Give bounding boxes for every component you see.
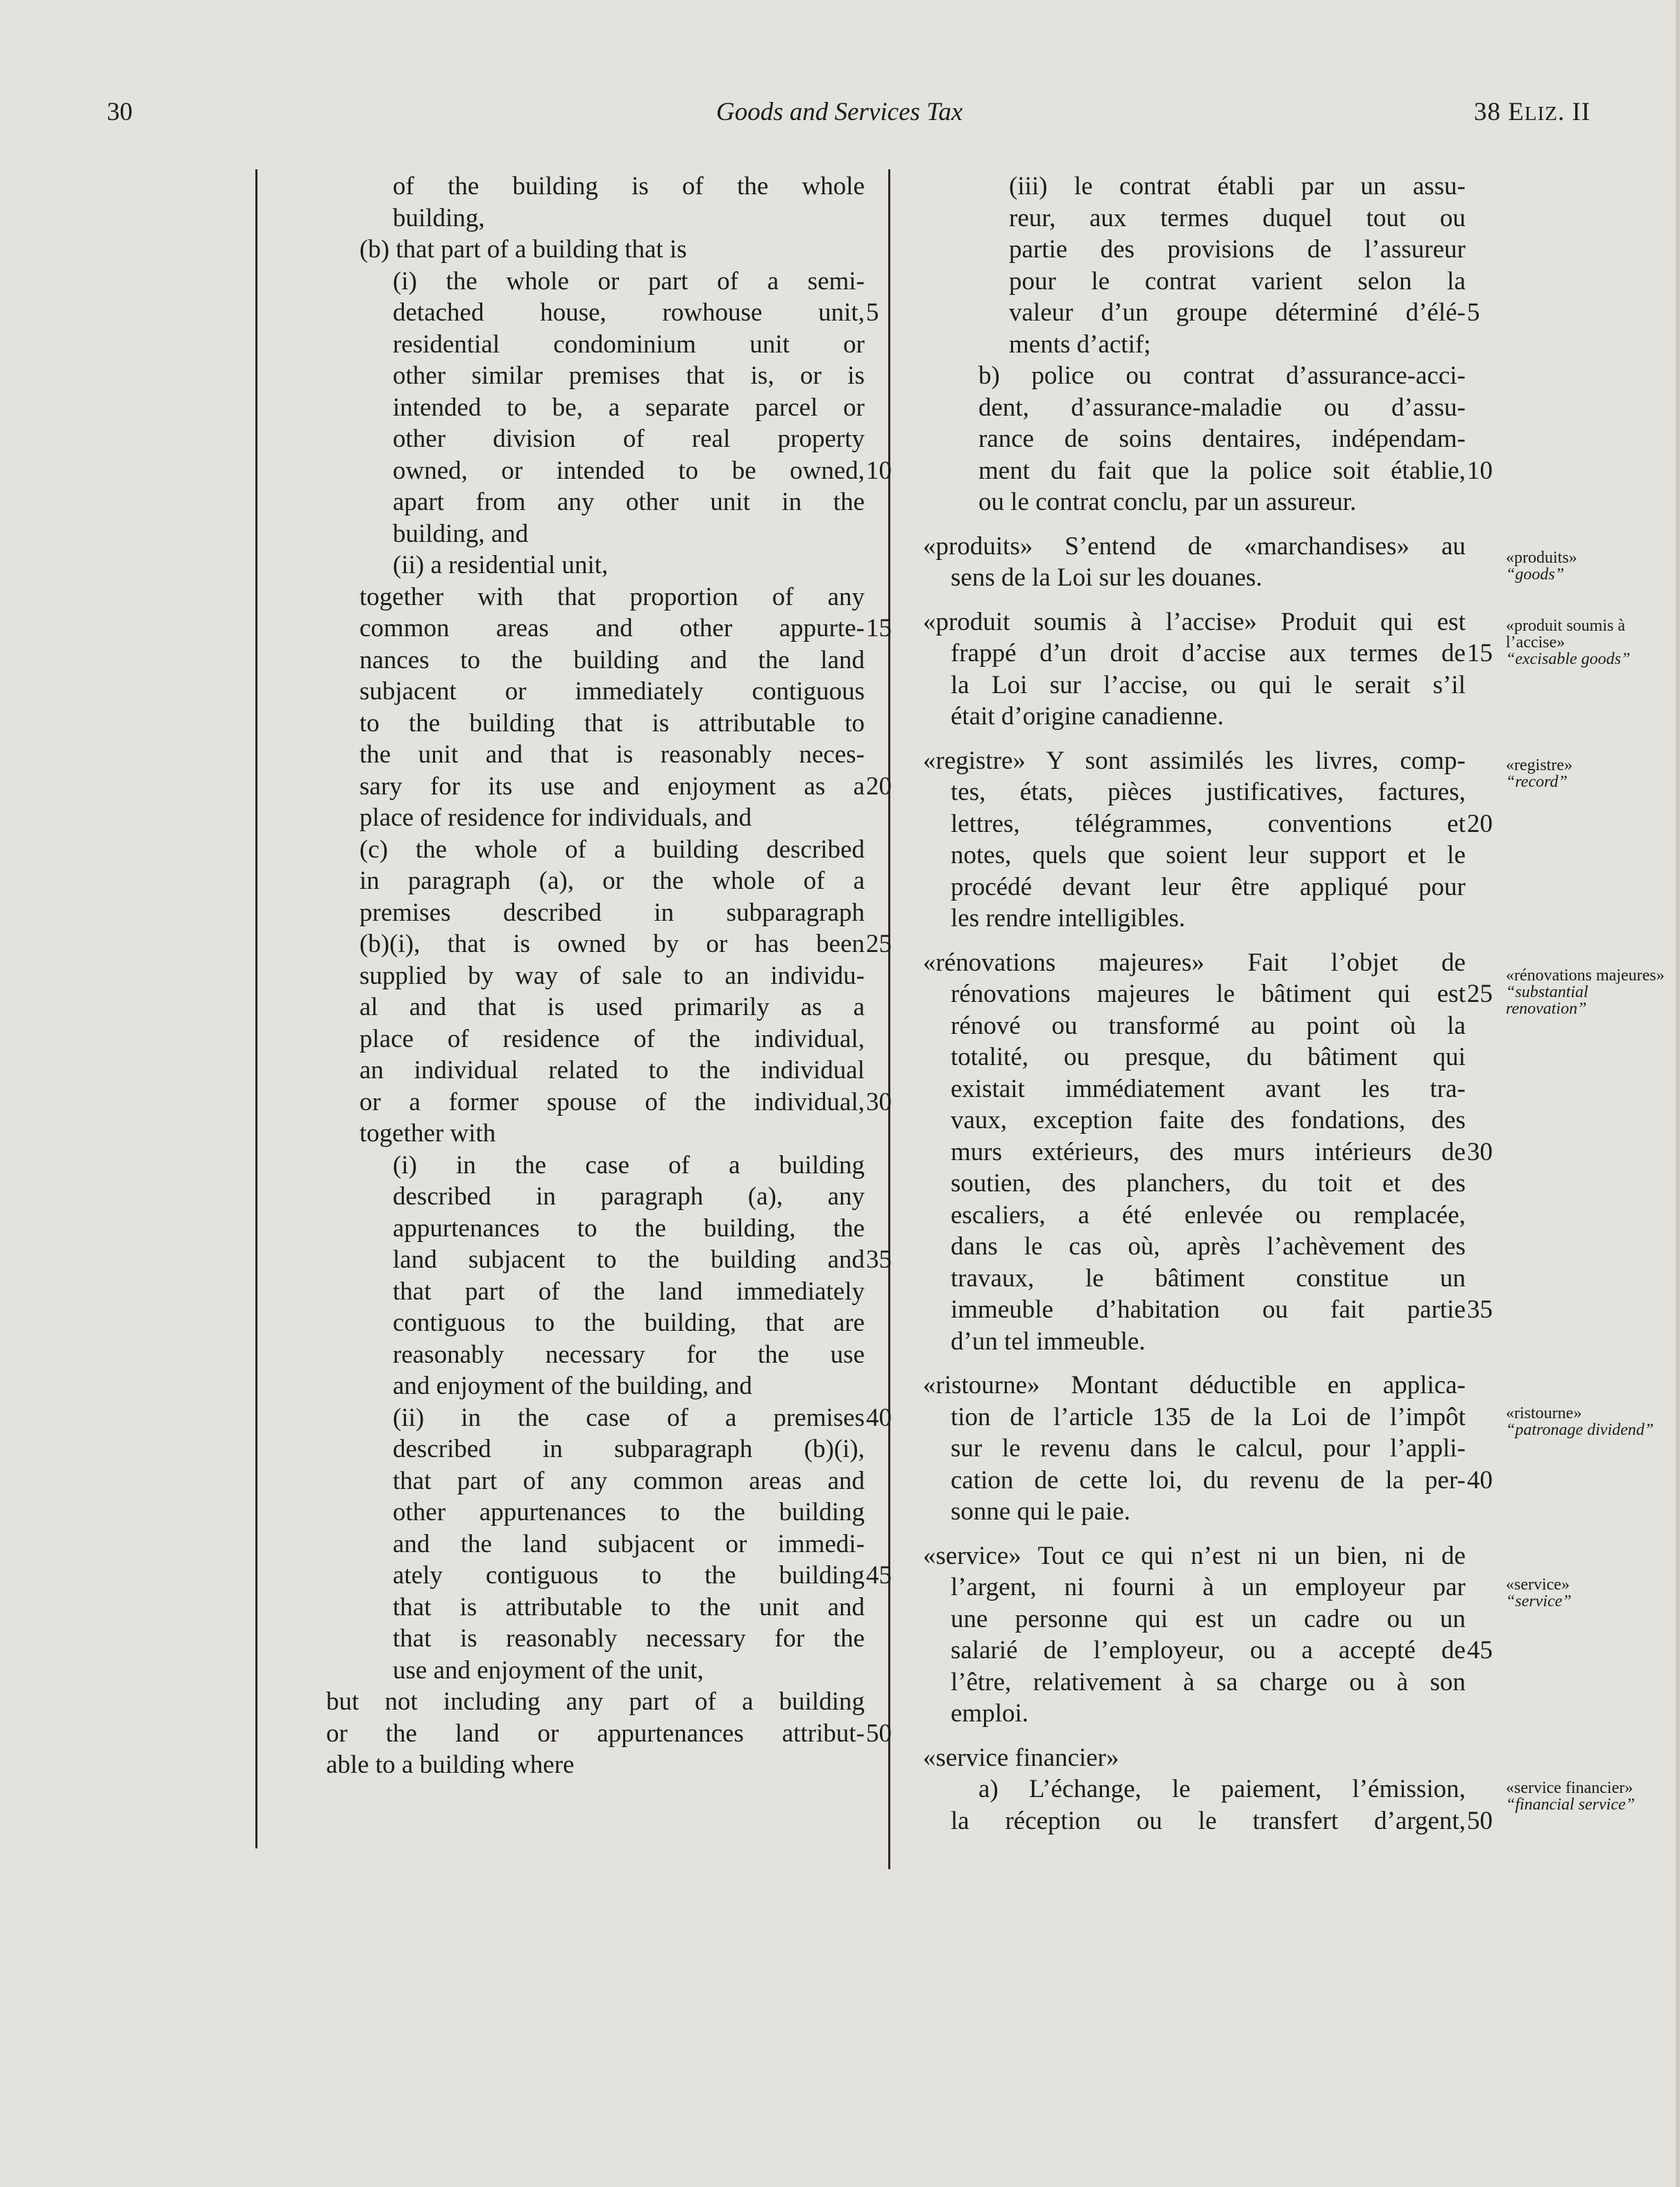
french-line-text: vaux, exception faite des fondations, des (951, 1106, 1466, 1134)
french-line-text: emploi. (951, 1699, 1029, 1728)
french-line (923, 1773, 1466, 1805)
french-line-text: «rénovations majeures» Fait l’objet de (923, 948, 1466, 977)
french-line (923, 606, 1466, 638)
margin-note-french: «service financier» (1506, 1779, 1634, 1797)
french-line (923, 297, 1480, 329)
french-line-text: lettres, télégrammes, conventions et (951, 809, 1466, 838)
english-line (326, 360, 865, 392)
french-line (923, 1496, 1466, 1528)
french-line (923, 701, 1466, 733)
french-line (923, 455, 1493, 487)
english-line-text: described in paragraph (a), any (393, 1182, 865, 1211)
english-line-text: or a former spouse of the individual, (359, 1087, 865, 1116)
margin-note-english: “substantial renovation” (1506, 983, 1588, 1018)
french-line-text: procédé devant leur être appliqué pour (951, 872, 1466, 901)
french-line (923, 1263, 1466, 1295)
french-line-text: ment du fait que la police soit établie, (978, 456, 1466, 485)
french-line (923, 266, 1466, 298)
french-line-text: sens de la Loi sur les douanes. (951, 563, 1263, 592)
margin-note-english: “service” (1506, 1592, 1572, 1610)
french-line-text: «produit soumis à l’accise» Produit qui est (923, 607, 1466, 636)
french-line (923, 638, 1493, 670)
page-number: 30 (107, 98, 133, 126)
english-line (326, 550, 865, 581)
french-line-text: travaux, le bâtiment constitue un (951, 1263, 1466, 1293)
margin-note-produit-soumis (1506, 618, 1672, 667)
line-number: 45 (866, 1561, 892, 1590)
french-line (923, 1137, 1493, 1168)
french-line-text: pour le contrat varient selon la (1009, 266, 1466, 296)
french-line (923, 486, 1466, 518)
english-line (326, 1055, 865, 1087)
french-line-text: frappé d’un droit d’accise aux termes de (951, 639, 1466, 667)
margin-note-english: “financial service” (1506, 1796, 1635, 1814)
french-line-text: reur, aux termes duquel tout ou (1009, 203, 1466, 232)
english-line (326, 834, 865, 866)
margin-note-french: «registre» (1506, 756, 1572, 774)
french-line-text: existait immédiatement avant les tra- (951, 1074, 1466, 1103)
french-line-text: «service» Tout ce qui n’est ni un bien, ni de (923, 1541, 1466, 1570)
english-line-text: to the building that is attributable to (359, 708, 865, 738)
margin-note-french: «produits» (1506, 549, 1577, 567)
french-line (923, 947, 1466, 979)
french-line-text: était d’origine canadienne. (951, 702, 1224, 731)
english-line-text: contiguous to the building, that are (393, 1309, 865, 1337)
english-line-text: apart from any other unit in the (393, 488, 865, 516)
english-line-text: together with (359, 1119, 496, 1148)
french-line-text: salarié de l’employeur, ou a accepté de (951, 1636, 1466, 1665)
line-number: 40 (1467, 1465, 1493, 1495)
english-line-text: use and enjoyment of the unit, (393, 1656, 704, 1685)
french-line (923, 776, 1466, 808)
line-number: 30 (866, 1087, 892, 1116)
english-line (326, 1560, 892, 1592)
english-line (326, 771, 892, 803)
english-line (326, 581, 865, 613)
margin-note-french: «service» (1506, 1576, 1570, 1594)
definition-gap (923, 518, 1466, 531)
french-line (923, 1698, 1466, 1730)
regnal-year-suffix: . II (1557, 98, 1591, 126)
french-line (923, 1073, 1466, 1105)
english-line-text: the unit and that is reasonably neces- (359, 740, 865, 769)
french-line-text: totalité, ou presque, du bâtiment qui (951, 1043, 1466, 1071)
french-line-text: murs extérieurs, des murs intérieurs de (951, 1137, 1466, 1166)
french-line (923, 531, 1466, 563)
french-line (923, 203, 1466, 235)
english-line (326, 423, 865, 455)
definition-gap (923, 1730, 1466, 1742)
french-line (923, 1168, 1466, 1200)
french-line (923, 1231, 1466, 1263)
line-number: 20 (866, 772, 892, 801)
english-line-text: that is reasonably necessary for the (393, 1624, 865, 1653)
regnal-year-prefix: 38 E (1474, 98, 1525, 126)
english-line-text: that part of any common areas and (393, 1466, 865, 1495)
english-line-text: other appurtenances to the building (393, 1498, 865, 1526)
definition-gap (923, 733, 1466, 745)
english-line (326, 1655, 865, 1687)
english-line-text: or the land or appurtenances attribut- (326, 1719, 865, 1748)
english-line (326, 392, 865, 424)
english-line (326, 329, 865, 361)
french-line-text: escaliers, a été enlevée ou remplacée, (951, 1200, 1466, 1229)
english-line (326, 266, 865, 298)
english-line (326, 1276, 865, 1308)
line-number: 5 (1467, 298, 1480, 327)
english-line (326, 1023, 865, 1055)
margin-note-english: “excisable goods” (1506, 650, 1631, 668)
french-line (923, 1326, 1466, 1358)
french-line-text: «registre» Y sont assimilés les livres, comp- (923, 746, 1466, 775)
english-line (326, 1307, 865, 1339)
line-number: 15 (1467, 639, 1493, 667)
english-line-text: intended to be, a separate parcel or (393, 393, 865, 422)
english-line (326, 1244, 892, 1276)
english-line-text: (i) the whole or part of a semi- (393, 266, 865, 296)
english-line (326, 1150, 865, 1182)
line-number: 10 (1467, 456, 1493, 485)
english-line (326, 486, 865, 518)
line-number: 15 (866, 614, 892, 643)
english-line (326, 992, 865, 1023)
english-line-text: nances to the building and the land (359, 645, 865, 674)
french-line (923, 1742, 1466, 1774)
french-line (923, 1041, 1466, 1073)
french-line (923, 1540, 1466, 1572)
english-line (326, 1529, 865, 1560)
french-line-text: une personne qui est un cadre ou un (951, 1604, 1466, 1633)
english-line-text: in paragraph (a), or the whole of a (359, 867, 865, 895)
margin-note-french: «rénovations majeures» (1506, 967, 1665, 985)
english-line-text: (c) the whole of a building described (359, 835, 865, 864)
english-line-text: detached house, rowhouse unit, (393, 298, 865, 327)
english-line (326, 1465, 865, 1497)
english-line-text: building, (393, 203, 485, 232)
french-line-text: «service financier» (923, 1743, 1119, 1772)
english-line (326, 518, 865, 550)
english-line-text: (i) in the case of a building (393, 1150, 865, 1180)
french-line-text: cation de cette loi, du revenu de la per- (951, 1465, 1466, 1495)
english-line (326, 1087, 892, 1118)
regnal-year (1474, 97, 1590, 127)
margin-note-renovations (1506, 967, 1672, 1017)
french-line (923, 1370, 1466, 1402)
french-line-text: ou le contrat conclu, par un assureur. (978, 488, 1357, 516)
english-line-text: but not including any part of a building (326, 1687, 865, 1716)
french-line (923, 1635, 1493, 1667)
english-line (326, 1433, 865, 1465)
page-header (0, 97, 1680, 132)
english-line-text: place of residence for individuals, and (359, 803, 752, 832)
line-number: 30 (1467, 1137, 1493, 1166)
english-line-text: and enjoyment of the building, and (393, 1372, 752, 1400)
english-line-text: able to a building where (326, 1751, 575, 1779)
french-line (923, 745, 1466, 777)
margin-note-french: «ristourne» (1506, 1404, 1582, 1422)
english-line (326, 1623, 865, 1655)
english-line-text: reasonably necessary for the use (393, 1340, 865, 1369)
english-line (326, 613, 892, 645)
english-line-text: together with that proportion of any (359, 582, 865, 611)
center-column-rule (888, 169, 890, 1869)
english-line (326, 203, 865, 235)
french-line (923, 171, 1466, 203)
french-line-text: b) police ou contrat d’assurance-acci- (978, 361, 1466, 390)
english-line-text: (b) that part of a building that is (359, 235, 687, 264)
english-column (326, 171, 892, 1781)
french-line-text: l’argent, ni fourni à un employeur par (951, 1573, 1466, 1601)
line-number: 40 (866, 1403, 892, 1432)
french-line-text: sonne qui le paie. (951, 1497, 1130, 1526)
french-line-text: «produits» S’entend de «marchandises» au (923, 531, 1466, 561)
french-line-text: notes, quels que soient leur support et le (951, 841, 1466, 869)
english-line-text: (b)(i), that is owned by or has been (359, 930, 865, 958)
french-line (923, 1294, 1493, 1326)
line-number: 50 (866, 1719, 892, 1748)
line-number: 35 (866, 1245, 892, 1274)
french-line-text: rance de soins dentaires, indépendam- (978, 425, 1466, 453)
english-line-text: premises described in subparagraph (359, 898, 865, 927)
english-line (326, 1213, 865, 1245)
french-line (923, 1603, 1466, 1635)
line-number: 45 (1467, 1636, 1493, 1665)
french-line (923, 871, 1466, 903)
margin-note-service (1506, 1576, 1572, 1610)
line-number: 20 (1467, 809, 1493, 838)
french-line-text: sur le revenu dans le calcul, pour l’appli- (951, 1434, 1466, 1463)
english-line-text: common areas and other appurte- (359, 614, 865, 643)
french-line (923, 1200, 1466, 1232)
english-line (326, 171, 865, 203)
english-line-text: of the building is of the whole (393, 172, 865, 201)
french-line-text: d’un tel immeuble. (951, 1327, 1146, 1356)
line-number: 5 (866, 298, 879, 327)
english-line-text: owned, or intended to be owned, (393, 456, 865, 485)
english-line-text: appurtenances to the building, the (393, 1214, 865, 1243)
english-line-text: that part of the land immediately (393, 1277, 865, 1306)
french-line-text: soutien, des planchers, du toit et des (951, 1169, 1466, 1198)
english-line-text: (ii) a residential unit, (393, 551, 609, 579)
french-line (923, 978, 1493, 1010)
line-number: 25 (1467, 980, 1493, 1008)
english-line-text: that is attributable to the unit and (393, 1592, 865, 1622)
french-line (923, 1010, 1466, 1042)
english-line-text: other division of real property (393, 425, 865, 453)
english-line (326, 1370, 865, 1402)
english-line-text: sary for its use and enjoyment as a (359, 772, 865, 801)
french-line (923, 1402, 1466, 1433)
english-line-text: other similar premises that is, or is (393, 361, 865, 390)
definition-gap (923, 1528, 1466, 1540)
definition-gap (923, 935, 1466, 947)
line-number: 35 (1467, 1295, 1493, 1324)
french-line (923, 1465, 1493, 1497)
french-line (923, 1667, 1466, 1699)
english-line (326, 1402, 892, 1434)
margin-note-service-financier (1506, 1780, 1635, 1813)
french-line (923, 234, 1466, 266)
french-line-text: dent, d’assurance-maladie ou d’assu- (978, 393, 1466, 422)
english-line-text: building, and (393, 519, 529, 548)
english-line (326, 865, 865, 897)
french-line-text: les rendre intelligibles. (951, 904, 1186, 933)
english-line-text: al and that is used primarily as a (359, 993, 865, 1021)
french-line-text: ments d’actif; (1009, 330, 1151, 359)
english-line-text: residential condominium unit or (393, 330, 865, 359)
margin-note-french: «produit soumis à l’accise» (1506, 617, 1625, 652)
french-line (923, 1105, 1466, 1137)
line-number: 10 (866, 456, 892, 485)
line-number: 50 (1467, 1806, 1493, 1835)
english-line (326, 676, 865, 708)
english-line (326, 1118, 865, 1150)
line-number: 25 (866, 930, 892, 958)
french-line (923, 808, 1493, 840)
running-title: Goods and Services Tax (716, 98, 963, 126)
english-line-text: subjacent or immediately contiguous (359, 677, 865, 706)
french-line-text: a) L’échange, le paiement, l’émission, (978, 1775, 1466, 1803)
english-line (326, 645, 865, 676)
french-line-text: dans le cas où, après l’achèvement des (951, 1232, 1466, 1261)
english-line (326, 1497, 865, 1529)
margin-note-english: “record” (1506, 773, 1568, 791)
english-line-text: an individual related to the individual (359, 1056, 865, 1084)
french-line (923, 1805, 1493, 1837)
french-line-text: rénové ou transformé au point où la (951, 1011, 1466, 1040)
english-line (326, 1592, 865, 1624)
english-line (326, 802, 865, 834)
french-line-text: tion de l’article 135 de la Loi de l’impôt (951, 1402, 1466, 1431)
french-line (923, 562, 1466, 594)
english-line-text: place of residence of the individual, (359, 1024, 865, 1053)
english-line (326, 1749, 865, 1781)
margin-note-produits (1506, 550, 1577, 583)
english-line (326, 897, 865, 929)
english-line-text: and the land subjacent or immedi- (393, 1529, 865, 1558)
french-line (923, 1572, 1466, 1603)
definition-gap (923, 1357, 1466, 1370)
english-line (326, 234, 865, 266)
english-line (326, 739, 865, 771)
french-line (923, 670, 1466, 701)
french-line-text: «ristourne» Montant déductible en applica- (923, 1371, 1466, 1399)
english-line (326, 960, 865, 992)
margin-note-ristourne (1506, 1405, 1654, 1438)
french-line-text: partie des provisions de l’assureur (1009, 235, 1466, 264)
english-line-text: (ii) in the case of a premises (393, 1403, 865, 1432)
french-line (923, 1433, 1466, 1465)
left-column-rule (255, 169, 257, 1848)
page-edge (1676, 0, 1680, 2187)
french-line (923, 423, 1466, 455)
french-line-text: l’être, relativement à sa charge ou à son (951, 1667, 1466, 1696)
english-line-text: land subjacent to the building and (393, 1245, 865, 1274)
french-line (923, 329, 1466, 361)
french-line (923, 360, 1466, 392)
french-line-text: valeur d’un groupe déterminé d’élé- (1009, 298, 1466, 327)
english-line (326, 1686, 865, 1718)
definition-gap (923, 594, 1466, 606)
english-line-text: ately contiguous to the building (393, 1561, 865, 1590)
french-line (923, 392, 1466, 424)
french-line-text: la Loi sur l’accise, ou qui le serait s’il (951, 670, 1466, 699)
english-line (326, 928, 892, 960)
regnal-year-small-caps: LIZ (1524, 103, 1558, 125)
english-line-text: described in subparagraph (b)(i), (393, 1435, 865, 1463)
french-line-text: tes, états, pièces justificatives, factures, (951, 778, 1466, 806)
english-line (326, 1718, 892, 1750)
french-line-text: rénovations majeures le bâtiment qui est (951, 980, 1466, 1008)
english-line-text: supplied by way of sale to an individu- (359, 961, 865, 990)
french-line-text: la réception ou le transfert d’argent, (951, 1806, 1466, 1835)
french-column (923, 171, 1493, 1837)
english-line (326, 1339, 865, 1371)
french-line (923, 903, 1466, 935)
margin-note-english: “goods” (1506, 565, 1565, 584)
french-line (923, 840, 1466, 871)
french-line-text: (iii) le contrat établi par un assu- (1009, 172, 1466, 201)
english-line (326, 297, 879, 329)
margin-note-english: “patronage dividend” (1506, 1421, 1654, 1439)
english-line (326, 708, 865, 740)
margin-note-registre (1506, 757, 1572, 790)
english-line (326, 1181, 865, 1213)
english-line (326, 455, 892, 487)
french-line-text: immeuble d’habitation ou fait partie (951, 1295, 1466, 1324)
